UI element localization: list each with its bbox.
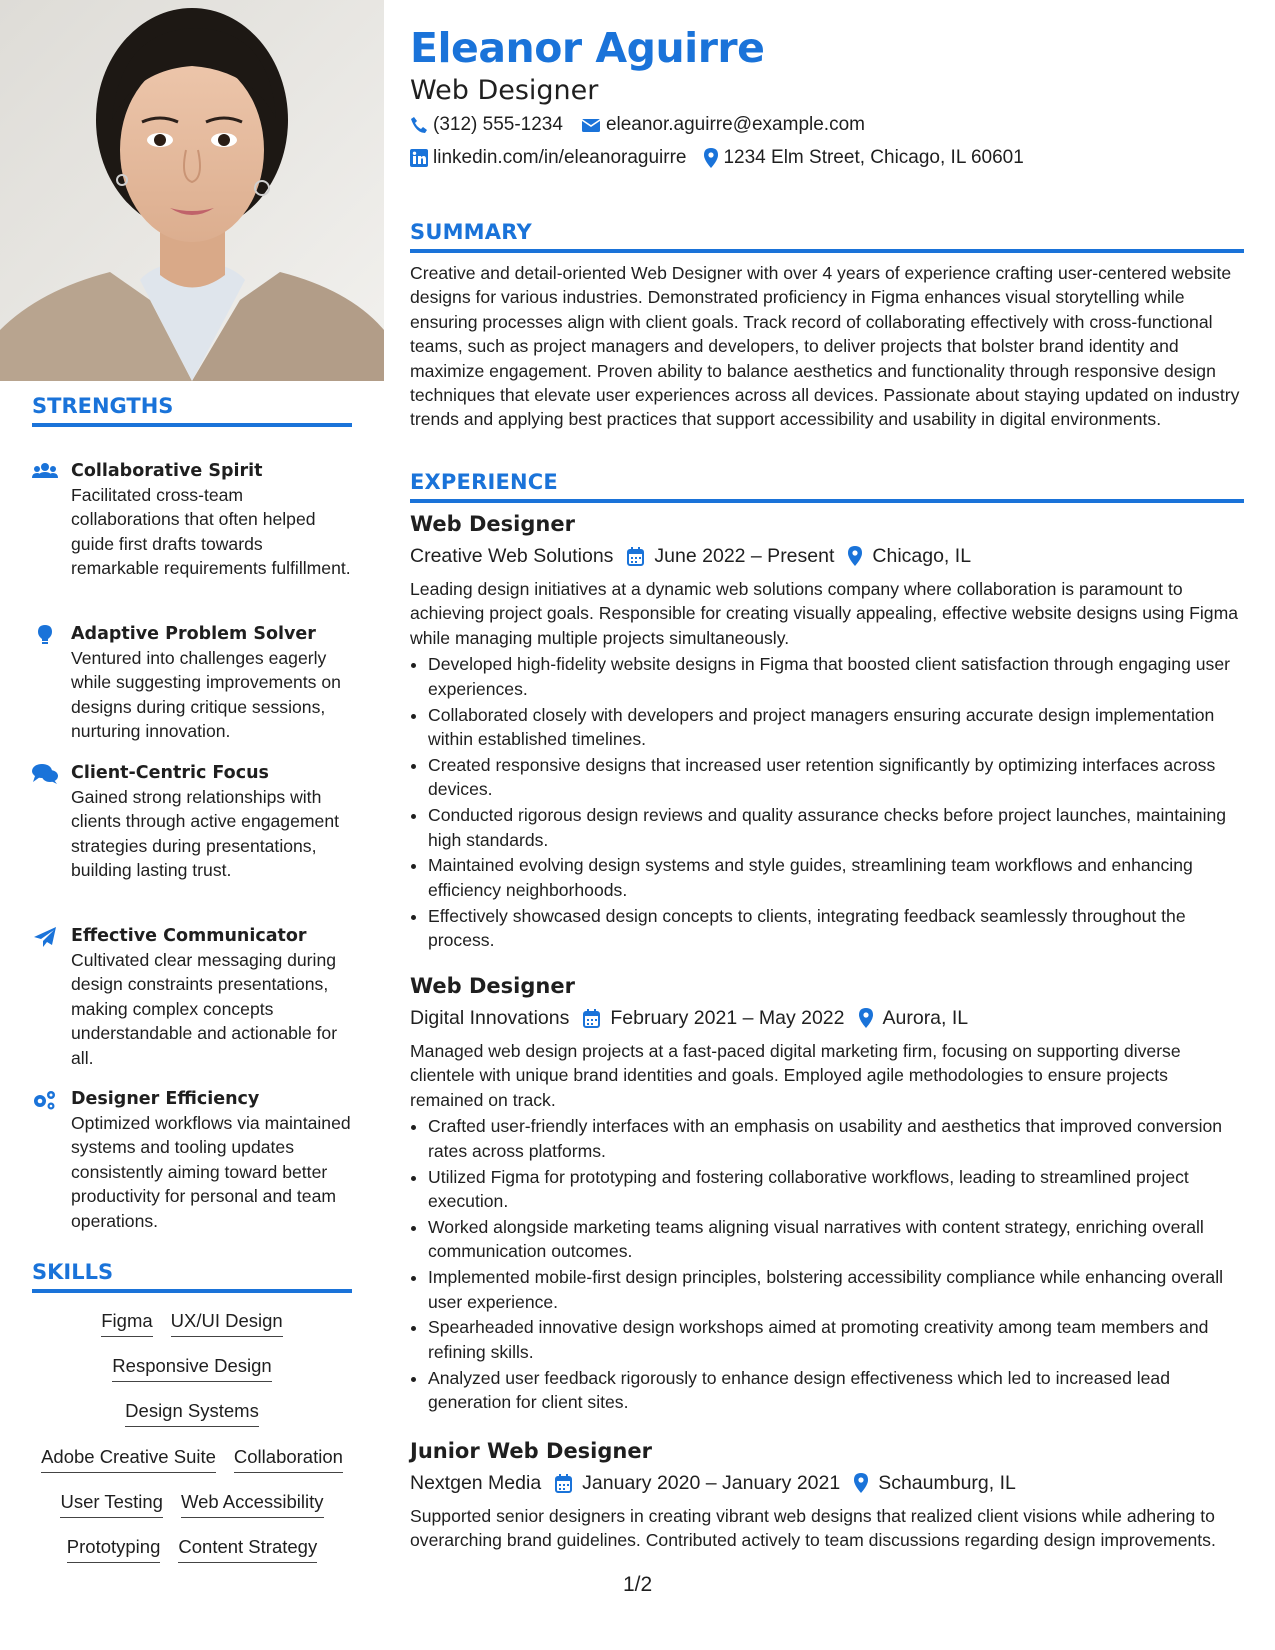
skill-tag: Content Strategy [178, 1534, 317, 1563]
skills-row [32, 1534, 352, 1563]
job-role: Web Designer [410, 512, 575, 536]
summary-heading: SUMMARY [410, 219, 1244, 253]
skills-row [32, 1398, 352, 1427]
phone-text: (312) 555-1234 [433, 114, 563, 135]
skills-heading: SKILLS [32, 1259, 352, 1293]
job-bullet: • Utilized Figma for prototyping and fostering collaborative workflows, leading to streamlined project execution. [428, 1165, 1244, 1214]
map-pin-icon [859, 1008, 873, 1028]
calendar-icon [627, 547, 644, 566]
strength-item [32, 924, 352, 1070]
strengths-heading: STRENGTHS [32, 393, 352, 427]
job-bullet: • Analyzed user feedback rigorously to enhance design effectiveness which led to increased lead generation for client sites. [428, 1366, 1244, 1415]
job-company: Nextgen Media [410, 1472, 542, 1494]
job-entry [410, 971, 1244, 1416]
linkedin-text: linkedin.com/in/eleanoraguirre [433, 147, 687, 168]
strength-description: Ventured into challenges eagerly while suggesting improvements on designs during critique sessions, nurturing innovation. [71, 648, 341, 742]
job-company: Digital Innovations [410, 1007, 570, 1029]
job-role: Web Designer [410, 974, 575, 998]
candidate-name: Eleanor Aguirre [410, 24, 765, 72]
linkedin-contact[interactable] [410, 146, 686, 170]
strength-description: Gained strong relationships with clients through active engagement strategies during presentations, building lasting trust. [71, 787, 339, 881]
strength-title: Adaptive Problem Solver [71, 624, 316, 644]
job-meta [410, 1468, 1244, 1498]
job-description: Leading design initiatives at a dynamic web solutions company where collaboration is paramount to achieving project goals. Responsible for creating visually appealing, effective website designs using Figma while managing multiple projects simultaneously. [410, 579, 1239, 648]
skill-tag: Collaboration [234, 1444, 343, 1473]
lightbulb-icon [32, 624, 58, 646]
map-pin-icon [848, 546, 862, 566]
job-bullet: • Crafted user-friendly interfaces with an emphasis on usability and aesthetics that improved conversion rates across platforms. [428, 1114, 1244, 1163]
map-pin-icon [854, 1473, 868, 1493]
job-meta [410, 541, 1244, 571]
strength-description: Cultivated clear messaging during design constraints presentations, making complex concepts understandable and actionable for all. [71, 950, 338, 1068]
job-role: Junior Web Designer [410, 1439, 652, 1463]
experience-heading: EXPERIENCE [410, 469, 1244, 503]
job-location: Aurora, IL [882, 1007, 969, 1029]
linkedin-icon [410, 149, 428, 167]
strength-title: Client-Centric Focus [71, 763, 269, 783]
job-bullet: • Spearheaded innovative design workshops aimed at promoting creativity among team members and refining skills. [428, 1315, 1244, 1364]
job-entry [410, 509, 1244, 954]
job-description: Supported senior designers in creating vibrant web designs that realized client visions while adhering to overarching brand guidelines. Contributed actively to team discussions regarding design improvements. [410, 1506, 1216, 1551]
strength-item [32, 1087, 352, 1233]
envelope-icon [581, 117, 601, 133]
skills-row [32, 1444, 352, 1473]
skills-row [32, 1489, 352, 1518]
calendar-icon [555, 1474, 572, 1493]
sidebar [0, 0, 384, 1650]
users-icon [32, 461, 58, 483]
skill-tag: Web Accessibility [181, 1489, 324, 1518]
contact-row [410, 146, 1042, 170]
job-bullet: • Developed high-fidelity website designs in Figma that boosted client satisfaction through engaging user experiences. [428, 652, 1244, 701]
job-bullet: • Collaborated closely with developers and project managers ensuring accurate design implementation within established timelines. [428, 703, 1244, 752]
job-description: Managed web design projects at a fast-paced digital marketing firm, focusing on supporting diverse clientele with unique brand identities and goals. Employed agile methodologies to ensure projects remained on track. [410, 1041, 1181, 1110]
summary-text: Creative and detail-oriented Web Designer with over 4 years of experience crafting user-centered website designs for various industries. Demonstrated proficiency in Figma enhances visual storytelling while ensuring processes align with client goals. Track record of collaborating effectively with cross-functional teams, such as project managers and developers, to deliver projects that bolster brand identity and maximize engagement. Proven ability to balance aesthetics and functionality through responsive design techniques that elevate user experiences across all devices. Passionate about staying updated on industry trends and applying best practices that support accessibility and usability in digital environments. [410, 263, 1240, 430]
job-company: Creative Web Solutions [410, 545, 614, 567]
skill-tag: UX/UI Design [171, 1308, 283, 1337]
job-dates: February 2021 – May 2022 [610, 1007, 845, 1029]
strength-description: Facilitated cross-team collaborations that often helped guide first drafts towards remarkable requirements fulfillment. [71, 485, 351, 579]
profile-photo [0, 0, 384, 381]
strength-title: Collaborative Spirit [71, 461, 263, 481]
job-bullet: • Effectively showcased design concepts to clients, integrating feedback seamlessly throughout the process. [428, 904, 1244, 953]
phone-contact[interactable] [410, 113, 563, 137]
job-location: Chicago, IL [872, 545, 972, 567]
email-text: eleanor.aguirre@example.com [605, 114, 865, 135]
skill-tag: Prototyping [67, 1534, 161, 1563]
skill-tag: User Testing [60, 1489, 162, 1518]
skills-row [32, 1353, 352, 1382]
strength-title: Effective Communicator [71, 926, 307, 946]
portrait-image [0, 0, 384, 381]
job-dates: January 2020 – January 2021 [582, 1472, 841, 1494]
job-location: Schaumburg, IL [878, 1472, 1016, 1494]
skill-tag: Design Systems [125, 1398, 259, 1427]
job-entry [410, 1436, 1244, 1555]
email-contact[interactable] [581, 113, 865, 137]
strength-item [32, 622, 352, 744]
contact-row [410, 113, 883, 137]
job-bullet: • Implemented mobile-first design principles, bolstering accessibility compliance while enhancing overall user experience. [428, 1265, 1244, 1314]
skill-tag: Responsive Design [112, 1353, 271, 1382]
job-bullet: • Conducted rigorous design reviews and quality assurance checks before project launches, maintaining high standards. [428, 803, 1244, 852]
job-bullet: • Created responsive designs that increased user retention significantly by optimizing interfaces across devices. [428, 753, 1244, 802]
phone-icon [410, 116, 428, 134]
skill-tag: Adobe Creative Suite [41, 1444, 216, 1473]
paper-plane-icon [32, 926, 58, 948]
job-bullets [410, 1114, 1244, 1414]
address-text: 1234 Elm Street, Chicago, IL 60601 [723, 147, 1024, 168]
skills-row [32, 1308, 352, 1337]
map-pin-icon [704, 148, 718, 168]
calendar-icon [583, 1009, 600, 1028]
job-bullet: • Maintained evolving design systems and style guides, streamlining team workflows and enhancing efficiency neighborhoods. [428, 853, 1244, 902]
candidate-title: Web Designer [410, 75, 599, 106]
skill-tag: Figma [101, 1308, 152, 1337]
address-contact [704, 146, 1023, 170]
strength-description: Optimized workflows via maintained systems and tooling updates consistently aiming toward better productivity for personal and team operations. [71, 1113, 351, 1231]
gears-icon [32, 1089, 58, 1111]
job-dates: June 2022 – Present [654, 545, 835, 567]
job-bullet: • Worked alongside marketing teams aligning visual narratives with content strategy, enriching overall communication outcomes. [428, 1215, 1244, 1264]
page-number: 1/2 [623, 1573, 653, 1596]
strength-title: Designer Efficiency [71, 1089, 260, 1109]
strength-item [32, 761, 352, 883]
job-bullets [410, 652, 1244, 952]
strength-item [32, 459, 352, 581]
comments-icon [32, 763, 58, 785]
job-meta [410, 1003, 1244, 1033]
